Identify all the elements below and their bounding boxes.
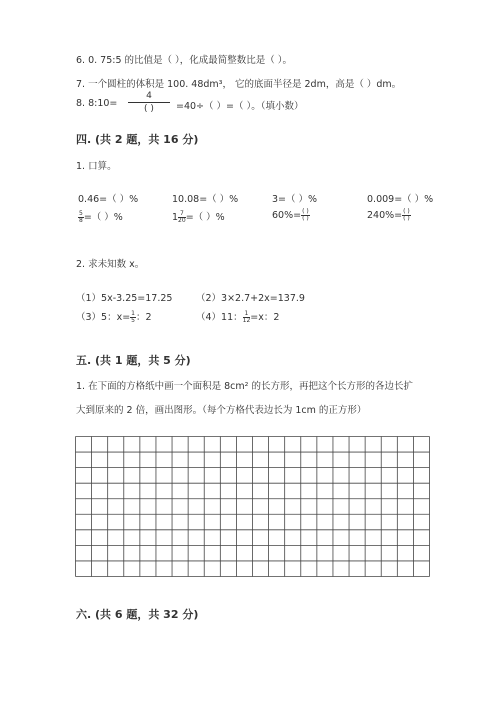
- fraction-numerator: 4: [146, 91, 152, 101]
- fraction-bar: [128, 102, 170, 103]
- solve-x-title: 2. 求未知数 x。: [76, 259, 145, 270]
- fraction: $\frac{7}{20}$: [178, 210, 186, 224]
- question-7: 7. 一个圆柱的体积是 100. 48dm³， 它的底面半径是 2dm，高是（ ）dm。: [76, 79, 402, 90]
- drawing-question-line-1: 1. 在下面的方格纸中画一个面积是 8cm² 的长方形，再把这个长方形的各边长扩: [76, 381, 413, 392]
- section-5-title: 五. (共 1 题，共 5 分): [76, 354, 191, 367]
- question-8-rest: =40÷（ ）=（ ）。（填小数）: [176, 101, 304, 112]
- fraction: $\frac{1}{5}$: [131, 310, 135, 324]
- fraction-denominator: ( ): [144, 104, 154, 114]
- square-grid-paper: [75, 436, 430, 577]
- oral-calc-item: 240%= $\frac{( )}{( )}$: [367, 208, 410, 222]
- equation-4: （4）11： $\frac{1}{12}$ =x：2: [196, 310, 280, 324]
- equation-1: （1）5x-3.25=17.25: [76, 293, 173, 304]
- fraction: $\frac{5}{8}$: [79, 210, 83, 224]
- question-8-fraction: [128, 91, 170, 114]
- oral-calc-item: 1 $\frac{7}{20}$ =（ ）%: [172, 210, 225, 224]
- fraction: $\frac{( )}{( )}$: [302, 208, 309, 222]
- oral-calc-item: 10.08=（ ）%: [172, 194, 239, 205]
- oral-calc-item: $\frac{5}{8}$ =（ ）%: [79, 210, 123, 224]
- oral-calc-item: 0.46=（ ）%: [78, 194, 139, 205]
- oral-calc-item: 3=（ ）%: [272, 194, 318, 205]
- equation-2: （2）3×2.7+2x=137.9: [196, 293, 305, 304]
- section-6-title: 六. (共 6 题，共 32 分): [76, 608, 199, 621]
- drawing-question-line-2: 大到原来的 2 倍，画出图形。（每个方格代表边长为 1cm 的正方形）: [76, 405, 367, 416]
- section-4-title: 四. (共 2 题，共 16 分): [76, 133, 199, 146]
- grid-svg: [75, 436, 430, 577]
- oral-calc-title: 1. 口算。: [76, 161, 117, 172]
- oral-calc-item: 0.009=（ ）%: [367, 194, 434, 205]
- question-8-prefix: 8. 8:10=: [76, 98, 118, 109]
- oral-calc-item: 60%= $\frac{( )}{( )}$: [272, 208, 309, 222]
- equation-3: （3）5：x= $\frac{1}{5}$ ：2: [76, 310, 152, 324]
- fraction: $\frac{( )}{( )}$: [403, 208, 410, 222]
- question-6: 6. 0. 75:5 的比值是（ ），化成最简整数比是（ ）。: [76, 55, 293, 66]
- fraction: $\frac{1}{12}$: [242, 310, 251, 324]
